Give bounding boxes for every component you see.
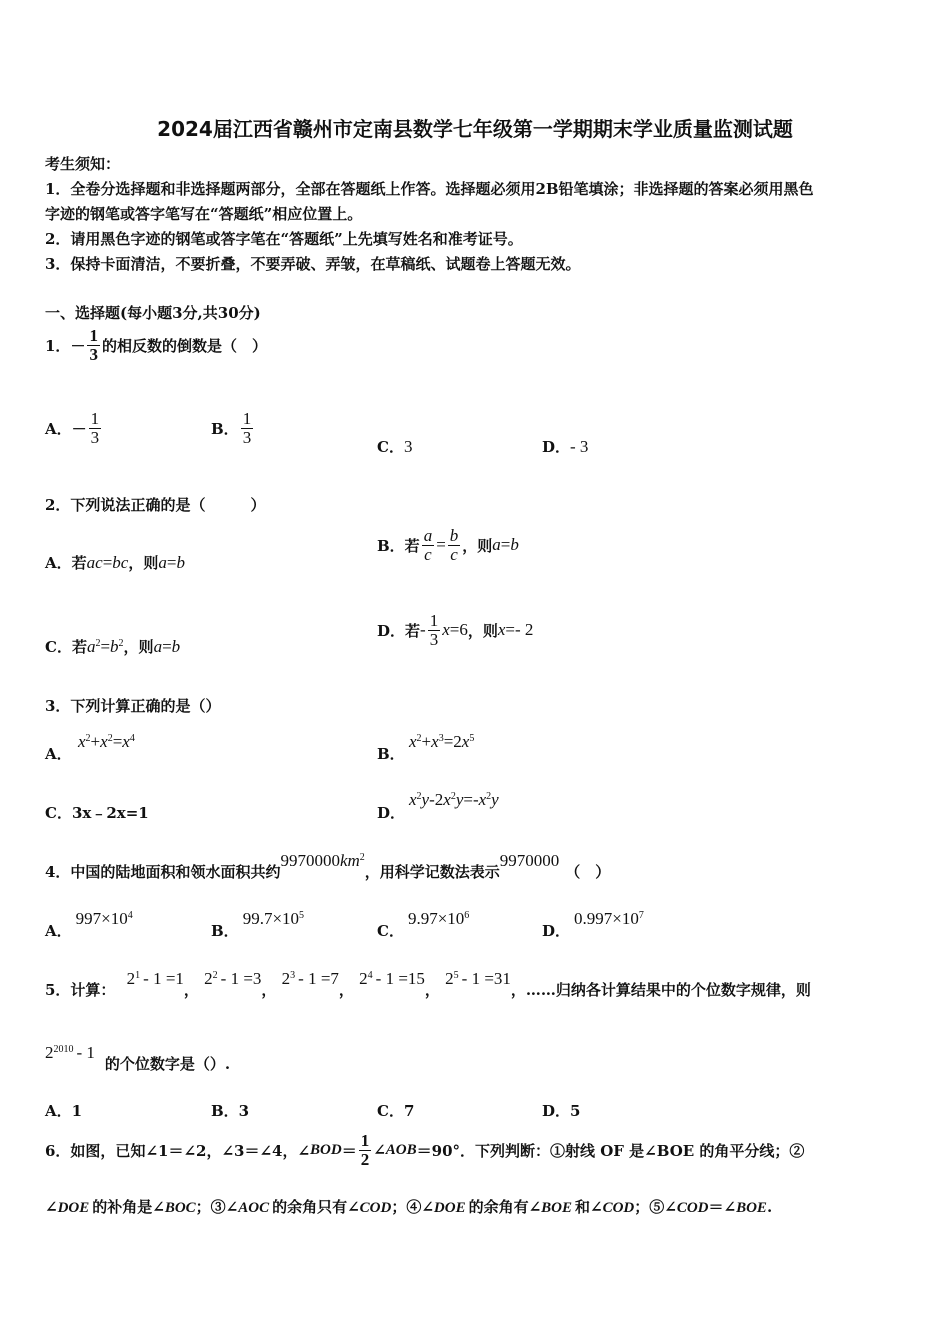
q2-d-r: x (497, 620, 506, 640)
notice-line-3: 3．保持卡面清洁，不要折叠，不要弄破、弄皱，在草稿纸、试题卷上答题无效。 (45, 255, 581, 273)
q6-l2j: . (766, 1198, 773, 1216)
q1-option-b-fraction (241, 410, 254, 447)
q6-l2b: 的补角是∠ (92, 1198, 165, 1216)
q3-a-x2: x (100, 732, 108, 751)
q2-d-x: x (442, 620, 450, 640)
q2-a-expr1: ac (86, 553, 103, 572)
q6-cod: COD (359, 1200, 392, 1216)
q2-b-r: a (492, 535, 501, 555)
q2-c-req: = (162, 637, 172, 656)
q2-c-label: C．若 (45, 638, 87, 656)
q5-e1: 2 (126, 969, 136, 988)
q1-text: 的相反数的倒数是（ ） (101, 336, 267, 355)
q2-b-then: ，则 (462, 536, 493, 555)
q1-option-c-value: 3 (403, 437, 413, 456)
q5-p4: 4 (367, 970, 373, 981)
q3-a-p3: 4 (129, 733, 135, 744)
notice-heading: 考生须知： (45, 155, 121, 173)
q2-option-c[interactable] (45, 636, 180, 657)
q2-d-fraction (428, 612, 441, 649)
q2-option-a[interactable] (45, 552, 185, 573)
question-4 (45, 850, 611, 881)
q2-a-r: a (158, 553, 167, 572)
q1-option-a-label: A． (45, 419, 72, 438)
q2-c-a-exp: 2 (95, 638, 101, 649)
q5-option-c[interactable]: C．7 (377, 1102, 415, 1120)
q3-b-coef: 2 (453, 732, 462, 751)
q3-option-d-expr (409, 790, 499, 810)
question-5 (45, 968, 811, 999)
q4-option-c[interactable] (377, 908, 470, 940)
q4-d-value: 0.997 (574, 909, 613, 928)
q4-b-exp: 5 (299, 910, 305, 921)
question-6-line-2 (45, 1196, 772, 1217)
q2-d-rv: - 2 (514, 620, 534, 640)
q6-aob: AOB (385, 1141, 417, 1158)
q2-c-a: a (86, 637, 96, 656)
q3-a-x1: x (78, 732, 86, 751)
q5-p1: 1 (135, 970, 141, 981)
q6-l2h: ；⑤∠ (634, 1198, 677, 1216)
q1-minus: － (70, 336, 86, 355)
q5-comma-1: ， (183, 981, 199, 999)
q5-r3: - 1 =7 (298, 969, 339, 988)
page-title: 2024届江西省赣州市定南县数学七年级第一学期期末学业质量监测试题 (157, 117, 793, 141)
q5-e2: 2 (204, 969, 213, 988)
q2-d-num: 1 (429, 611, 439, 630)
q5-r1: - 1 =1 (143, 969, 184, 988)
q1-b-den: 3 (242, 427, 252, 447)
q1-a-den: 3 (90, 427, 100, 447)
q3-option-b-expr (409, 732, 474, 752)
q6-boe: BOE (541, 1200, 573, 1216)
q6-l2d: 的余角只有∠ (272, 1198, 360, 1216)
q6-boe2: BOE (736, 1200, 767, 1216)
question-5-line-2 (45, 1042, 231, 1073)
q1-option-c-label: C． (377, 438, 404, 456)
q6-pre: 6．如图，已知∠1＝∠2，∠3＝∠4，∠ (45, 1141, 311, 1160)
q3-a-p2: 2 (107, 733, 113, 744)
q2-b-fraction-2 (448, 527, 461, 564)
q2-c-eq: = (100, 637, 111, 656)
q3-b-plus: + (421, 732, 432, 751)
q1-option-d-value: - 3 (570, 437, 589, 456)
q4-option-b[interactable] (211, 908, 305, 940)
q2-b-den2: c (450, 544, 458, 564)
q5-e4: 2 (359, 969, 368, 988)
q5-option-a[interactable]: A．1 (45, 1102, 83, 1120)
q6-deg-text: ＝90°．下列判断：①射线 OF 是∠BOE 的角平分线；② (416, 1141, 805, 1160)
q4-unit: km (339, 851, 360, 870)
q3-b-x3: x (461, 732, 470, 751)
q6-aoc: AOC (238, 1200, 270, 1216)
q2-b-req: = (500, 535, 511, 555)
q3-a-p1: 2 (85, 733, 91, 744)
q1-option-a[interactable] (45, 410, 103, 447)
q4-a-exp: 4 (127, 910, 133, 921)
q6-fraction-num: 1 (360, 1131, 370, 1150)
q2-b-num1: a (423, 526, 433, 545)
q3-d-neg: - (472, 790, 479, 809)
q4-c-times: ×10 (437, 909, 465, 928)
q3-option-c[interactable]: C．3x﹣2x=1 (45, 804, 149, 822)
q2-c-r2: b (171, 637, 181, 656)
q5-comma-4: ， (424, 981, 440, 999)
q3-d-x3: x (478, 790, 487, 809)
q2-c-b: b (110, 637, 119, 656)
q2-option-d[interactable] (377, 612, 533, 649)
q4-c-exp: 6 (464, 910, 470, 921)
q5-option-d[interactable]: D．5 (542, 1102, 581, 1120)
q2-c-b-exp: 2 (118, 638, 124, 649)
q1-option-d-label: D． (542, 438, 571, 456)
q4-option-a[interactable] (45, 908, 133, 940)
q6-l2i: ＝∠ (708, 1198, 737, 1216)
q5-r5: - 1 =31 (461, 969, 511, 988)
q3-b-p1: 2 (416, 733, 422, 744)
q1-a-num: 1 (90, 409, 100, 428)
q5-tail: ，……归纳各计算结果中的个位数字规律，则 (510, 981, 811, 999)
q4-b-label: B． (211, 922, 239, 940)
q5-e6: 2 (45, 1043, 54, 1062)
q2-a-eq1: = (102, 553, 113, 572)
q4-c-value: 9.97 (407, 909, 438, 928)
q6-cod3: COD (676, 1200, 709, 1216)
q3-d-x2: x (443, 790, 451, 809)
q5-e5: 2 (445, 969, 454, 988)
q6-angle: ∠ (373, 1141, 386, 1160)
q1-option-a-minus: － (71, 419, 87, 438)
q3-b-x1: x (409, 732, 417, 751)
q6-doe2: DOE (433, 1200, 466, 1216)
question-6 (45, 1132, 804, 1169)
q2-d-eq: = (449, 620, 460, 640)
q6-doe: DOE (57, 1200, 90, 1216)
q1-option-c[interactable] (377, 436, 412, 457)
q6-cod2: COD (602, 1200, 635, 1216)
q6-l2a: ∠ (45, 1198, 58, 1216)
q3-d-minus: - (429, 790, 435, 809)
q3-a-plus: + (90, 732, 101, 751)
q2-b-label: B．若 (377, 536, 420, 555)
q3-d-coef: 2 (434, 790, 444, 809)
q1-option-d[interactable] (542, 436, 588, 457)
q3-a-x3: x (122, 732, 130, 751)
question-1 (45, 327, 267, 364)
question-2: 2．下列说法正确的是（ ） (45, 496, 266, 514)
q3-d-y2: y (455, 790, 464, 809)
q6-l2f: 的余角有∠ (468, 1198, 542, 1216)
q5-p6: 2010 (53, 1044, 74, 1055)
q6-eq: ＝ (341, 1141, 357, 1160)
q2-d-v: 6 (459, 620, 468, 640)
notice-line-2: 2．请用黑色字迹的钢笔或答字笔在“答题纸”上先填写姓名和准考证号。 (45, 230, 523, 248)
q3-d-eq: = (463, 790, 473, 809)
q1-fraction (87, 327, 100, 364)
question-3: 3．下列计算正确的是（） (45, 697, 221, 715)
q2-c-r: a (153, 637, 163, 656)
q3-b-p2: 3 (438, 733, 444, 744)
q4-d-exp: 7 (638, 910, 644, 921)
q3-d-x1: x (409, 790, 417, 809)
q5-p5: 5 (453, 970, 459, 981)
q6-bod: BOD (310, 1141, 342, 1158)
q3-d-y1: y (421, 790, 430, 809)
q4-value-2: 9970000 (499, 851, 560, 870)
q2-d-req: = (505, 620, 515, 640)
q6-fraction (359, 1132, 372, 1169)
q6-l2c: ；③∠ (195, 1198, 239, 1216)
q4-pre: 4．中国的陆地面积和领水面积共约 (45, 863, 281, 881)
q6-fraction-den: 2 (360, 1149, 370, 1169)
q5-p3: 3 (290, 970, 296, 981)
q4-d-times: ×10 (612, 909, 639, 928)
q6-l2e: ；④∠ (391, 1198, 434, 1216)
q2-d-label: D．若 (377, 621, 421, 640)
q4-value-1: 9970000 (280, 851, 340, 870)
q5-p2: 2 (212, 970, 218, 981)
q6-boc: BOC (164, 1200, 196, 1216)
q2-b-num2: b (449, 526, 459, 545)
q1-number: 1． (45, 336, 71, 355)
q4-a-value: 997 (75, 909, 102, 928)
q4-c-label: C． (377, 922, 404, 940)
q6-l2g: 和∠ (575, 1198, 603, 1216)
q5-r4: - 1 =15 (375, 969, 425, 988)
q1-option-b-label: B． (211, 419, 239, 438)
q1-fraction-num: 1 (89, 326, 98, 345)
q2-b-eq: = (436, 535, 446, 555)
q4-a-label: A． (45, 922, 72, 940)
q2-b-den1: c (424, 544, 432, 564)
q3-option-b-label[interactable]: B． (377, 745, 405, 763)
q2-b-fraction-1 (422, 527, 435, 564)
q5-r6: - 1 (76, 1043, 95, 1062)
q2-option-b[interactable] (377, 527, 519, 564)
q2-b-r2: b (510, 535, 519, 555)
q1-b-num: 1 (242, 409, 252, 428)
q2-a-r2: b (176, 553, 185, 572)
q1-option-b[interactable] (211, 410, 255, 447)
q3-b-x2: x (431, 732, 439, 751)
q3-option-d-label[interactable]: D． (377, 804, 406, 822)
q3-d-p3: 2 (486, 791, 492, 802)
q4-a-times: ×10 (101, 909, 128, 928)
q5-line2-text: 的个位数字是（）. (104, 1055, 231, 1073)
q5-comma-2: ， (261, 981, 277, 999)
q4-tail: （ ） (565, 863, 611, 881)
notice-line-1b: 字迹的钢笔或答字笔写在“答题纸”相应位置上。 (45, 205, 363, 223)
q5-option-b[interactable]: B．3 (211, 1102, 250, 1120)
q2-a-eq: = (166, 553, 177, 572)
q5-r2: - 1 =3 (220, 969, 262, 988)
q2-d-then: ，则 (467, 621, 498, 640)
q3-d-p1: 2 (416, 791, 422, 802)
q2-c-then: ，则 (123, 638, 154, 656)
q2-d-den: 3 (429, 629, 439, 649)
q5-e3: 2 (281, 969, 291, 988)
q3-d-p2: 2 (450, 791, 456, 802)
notice-line-1: 1．全卷分选择题和非选择题两部分，全部在答题纸上作答。选择题必须用2B铅笔填涂；非选择题的答案必须用黑色 (45, 180, 814, 198)
q4-d-label: D． (542, 922, 571, 940)
q4-mid: ，用科学记数法表示 (364, 863, 500, 881)
q2-a-expr2: bc (112, 553, 129, 572)
q4-unit-exp: 2 (359, 852, 365, 863)
q5-comma-3: ， (338, 981, 354, 999)
q3-option-a-expr (78, 732, 135, 752)
q4-option-d[interactable] (542, 908, 644, 940)
q3-option-a-label[interactable]: A． (45, 745, 72, 763)
q3-a-eq: = (112, 732, 123, 751)
q3-b-p3: 5 (469, 733, 475, 744)
q4-b-times: ×10 (272, 909, 300, 928)
q3-b-eq: = (443, 732, 454, 751)
section-heading: 一、选择题(每小题3分,共30分) (45, 304, 261, 322)
q5-pre: 5．计算： (45, 981, 116, 999)
q1-option-a-fraction (89, 410, 102, 447)
q1-fraction-den: 3 (89, 344, 98, 364)
q2-a-label: A．若 (45, 554, 87, 572)
q4-b-value: 99.7 (242, 909, 273, 928)
q2-d-minus: - (420, 620, 426, 640)
q2-a-then: ，则 (128, 554, 159, 572)
q3-d-y3: y (491, 790, 499, 809)
